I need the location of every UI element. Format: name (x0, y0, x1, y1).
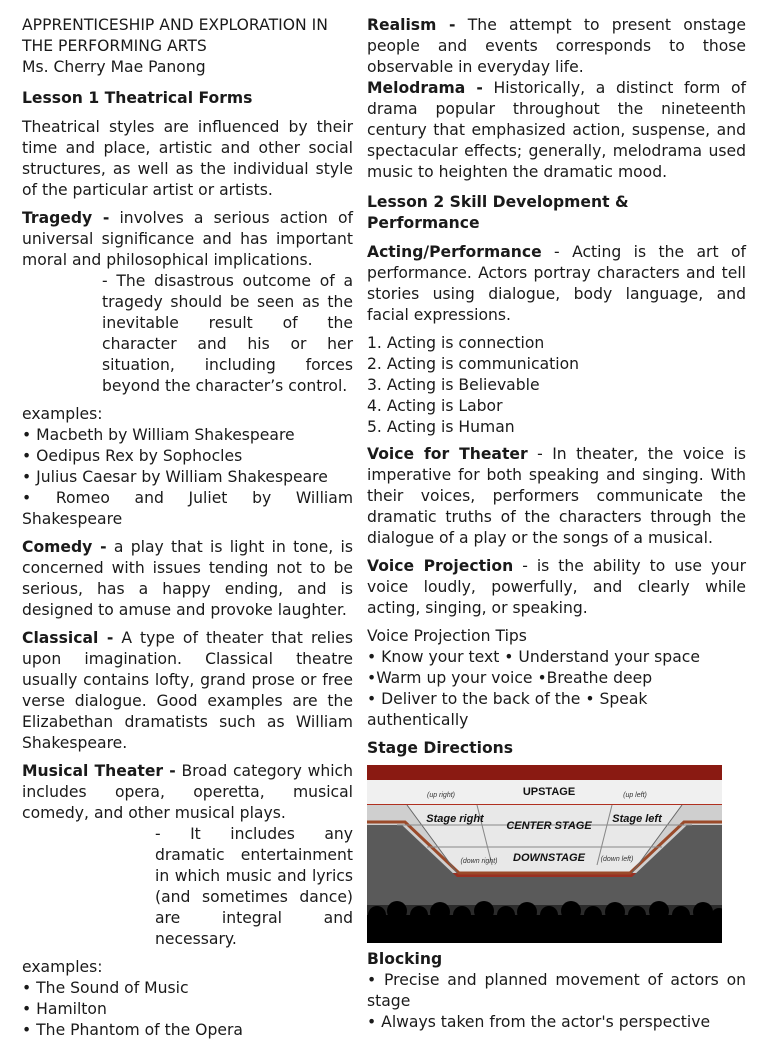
lesson1-title: Lesson 1 Theatrical Forms (22, 89, 253, 107)
audience-head (584, 906, 602, 924)
audience-head (387, 901, 407, 921)
lesson1-intro: Theatrical styles are influenced by their time and place, artistic and other social structures, as well as the individual style of the particular artist or artists. (22, 118, 353, 199)
list-item: • Precise and planned movement of actors on stage (367, 970, 746, 1012)
audience-head (453, 906, 471, 924)
label-center-stage: CENTER STAGE (506, 820, 592, 832)
audience-head (368, 906, 386, 924)
melodrama-def: Historically, a distinct form of drama popular throughout the nineteenth century that emphasized action, suspense, and spectacular effects; generally, melodrama used music to heighten the dramatic mood. (367, 79, 746, 181)
label-up-left: (up left) (623, 792, 647, 799)
tragedy-paragraph (22, 208, 353, 271)
list-item: • The Sound of Music (22, 978, 353, 999)
audience-head (693, 902, 713, 922)
label-downstage: DOWNSTAGE (513, 852, 585, 864)
tragedy-term: Tragedy - (22, 209, 110, 227)
projection-term: Voice Projection (367, 557, 514, 575)
audience-head (649, 901, 669, 921)
acting-paragraph (367, 242, 746, 326)
label-down-right: (down right) (460, 858, 498, 865)
musical-examples-list (22, 978, 353, 1041)
voice-term: Voice for Theater (367, 445, 528, 463)
comedy-def: a play that is light in tone, is concerned with issues tending not to be serious, has a happy ending, and is designed to amuse and provoke laughter. (22, 538, 353, 619)
stage-directions-title: Stage Directions (367, 739, 514, 757)
audience-head (605, 902, 625, 922)
tragedy-examples-label: examples: (22, 405, 103, 423)
curtain-bar (367, 765, 722, 780)
audience-head (540, 906, 558, 924)
tragedy-examples-list (22, 425, 353, 530)
label-upstage: UPSTAGE (522, 786, 576, 798)
realism-def: The attempt to present onstage people and events corresponds to those observable in everyday life. (367, 16, 746, 76)
list-item: • Macbeth by William Shakespeare (22, 425, 353, 446)
classical-paragraph (22, 628, 353, 754)
list-item: 1. Acting is connection (367, 334, 545, 352)
teacher-name: Ms. Cherry Mae Panong (22, 58, 206, 76)
projection-paragraph (367, 556, 746, 619)
list-item: 4. Acting is Labor (367, 397, 503, 415)
projection-def: - is the ability to use your voice loudly, powerfully, and clearly while acting, singing, or speaking. (367, 557, 746, 617)
comedy-term: Comedy - (22, 538, 107, 556)
musical-paragraph (22, 761, 353, 824)
list-item: • Julius Caesar by William Shakespeare (22, 467, 353, 488)
musical-def: Broad category which includes opera, operetta, musical comedy, and other musical plays. (22, 762, 353, 822)
course-title-line2: THE PERFORMING ARTS (22, 37, 207, 55)
musical-more: - It includes any dramatic entertainment in which music and lyrics (and sometimes dance) are integral and necessary. (155, 825, 353, 948)
voice-paragraph (367, 444, 746, 549)
list-item: 2. Acting is communication (367, 355, 579, 373)
list-item: • The Phantom of the Opera (22, 1020, 353, 1041)
list-item: • Oedipus Rex by Sophocles (22, 446, 353, 467)
course-title-line1: APPRENTICESHIP AND EXPLORATION IN (22, 16, 328, 34)
tragedy-more: - The disastrous outcome of a tragedy should be seen as the inevitable result of the character and his or her situation, including forces beyond the character’s control. (102, 272, 353, 395)
list-item: • Always taken from the actor's perspective (367, 1012, 746, 1033)
audience-head (628, 906, 646, 924)
right-column (367, 15, 746, 1040)
melodrama-paragraph (367, 78, 746, 183)
acting-term: Acting/Performance (367, 243, 542, 261)
list-item: 5. Acting is Human (367, 418, 515, 436)
acting-def: - Acting is the art of performance. Actors portray characters and tell stories using dialogue, body language, and facial expressions. (367, 243, 746, 324)
tips-line: • Know your text • Understand your space (367, 648, 700, 666)
tips-title: Voice Projection Tips (367, 627, 527, 645)
label-stage-right: Stage right (426, 813, 484, 825)
realism-paragraph (367, 15, 746, 78)
audience-head (410, 906, 428, 924)
stage-diagram (367, 765, 722, 943)
audience-head (474, 901, 494, 921)
musical-examples-label: examples: (22, 958, 103, 976)
classical-term: Classical - (22, 629, 114, 647)
comedy-paragraph (22, 537, 353, 621)
audience-head (517, 902, 537, 922)
left-column (22, 15, 353, 1048)
acting-list (367, 333, 746, 438)
list-item: • Romeo and Juliet by William Shakespeare (22, 488, 353, 530)
voice-def: - In theater, the voice is imperative for both speaking and singing. With their voices, performers communicate the dramatic truths of the characters through the dialogue of a play or the songs of a musical. (367, 445, 747, 547)
label-up-right: (up right) (426, 792, 456, 799)
lesson2-title: Lesson 2 Skill Development & Performance (367, 193, 629, 232)
audience-head (672, 906, 690, 924)
tips-line: • Deliver to the back of the • Speak authentically (367, 690, 648, 729)
classical-def: A type of theater that relies upon imagination. Classical theatre usually contains lofty, grand prose or free verse dialogue. Good examples are the Elizabethan dramatists such as William Shakespeare. (22, 629, 353, 752)
label-down-left: (down left) (600, 856, 634, 863)
tragedy-def: involves a serious action of universal significance and has important moral and philosophical implications. (22, 209, 353, 269)
list-item: 3. Acting is Believable (367, 376, 540, 394)
audience-head (430, 902, 450, 922)
label-stage-left: Stage left (612, 813, 662, 825)
audience-head (497, 906, 515, 924)
melodrama-term: Melodrama - (367, 79, 483, 97)
audience-head (561, 901, 581, 921)
realism-term: Realism - (367, 16, 456, 34)
tips-line: •Warm up your voice •Breathe deep (367, 669, 653, 687)
blocking-title: Blocking (367, 950, 443, 968)
musical-term: Musical Theater - (22, 762, 176, 780)
list-item: • Hamilton (22, 999, 353, 1020)
